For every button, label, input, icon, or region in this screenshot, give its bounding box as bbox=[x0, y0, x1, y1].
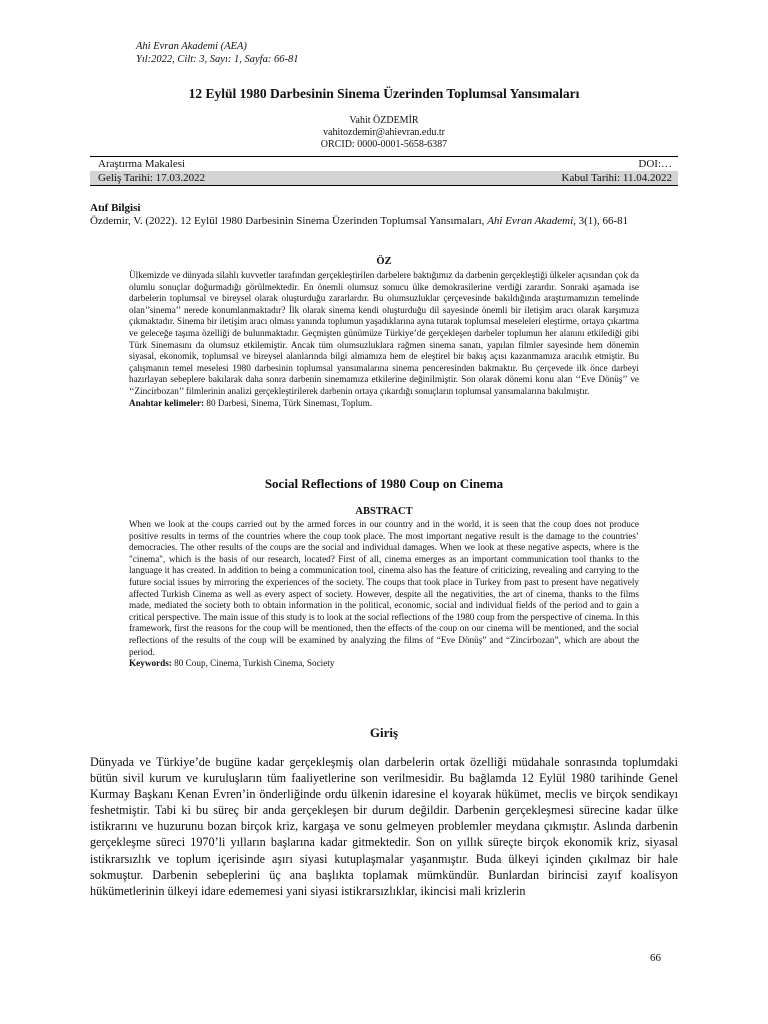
citation-main: Özdemir, V. (2022). 12 Eylül 1980 Darbesinin Sinema Üzerinden Toplumsal Yansımaları, bbox=[90, 215, 488, 227]
citation-journal: Ahi Evran Akademi, bbox=[487, 215, 576, 227]
accepted-date: Kabul Tarihi: 11.04.2022 bbox=[561, 172, 672, 184]
author-name: Vahit ÖZDEMİR bbox=[349, 115, 419, 126]
journal-header bbox=[136, 40, 298, 66]
intro-heading: Giriş bbox=[369, 725, 399, 740]
article-type-bar bbox=[90, 156, 678, 172]
citation-text bbox=[90, 215, 678, 228]
article-type: Araştırma Makalesi bbox=[98, 158, 186, 170]
intro-text: Dünyada ve Türkiye’de bugüne kadar gerçekleşmiş olan darbelerin ortak özelliği müdahale sonrasında toplumdaki bütün sivil kurum ve kuruluşların tüm faaliyetlerine son verilmesidir. Bu bağlamda 12 Eylül 1980 tarihinde Genel Kurmay Başkanı Kenan Evren’in önderliğinde ordu ülkenin idaresine el koyarak hükümet, meclis ve birçok sendikayı feshetmiştir. Tabi ki bu süreç bir anda gerçekleşen bir durum değildir. Darbenin gerçekleşmesi sürecine kadar ülke istikrarını ve huzurunu bozan birçok kriz, kargaşa ve sonu gelmeyen problemler meydana çıkmıştır. Aslında darbenin gerçekleşme süreci 1970’li yılların başlarına kadar gitmektedir. Son on yıllık süreçte birçok ekonomik kriz, siyasal istikrarsızlık ve toplum içerisinde aşırı siyasi kutuplaşmalar yaşanmıştır. Buda ülkeyi içinden çıkılmaz bir hale sokmuştur. Darbenin sebeplerini üç ana başlıkta toplamak mümkündür. Bunlardan birincisi zayıf koalisyon hükümetlerinin ülkeyi idare edememesi yani siyasi istikrarsızlıklar, ikincisi mali krizlerin bbox=[90, 755, 678, 898]
citation-tail: 3(1), 66-81 bbox=[575, 215, 629, 227]
oz-text: Ülkemizde ve dünyada silahlı kuvvetler tarafından gerçekleştirilen darbelere baktığımız da darbenin gerçekleştiği ülkeler açısından çok da olumlu sonuçlar doğurmadığı görülmektedir. En önemli olumsuz sonucu ülke demokrasilerine verdiği zarardır. Sonraki aşamada ise darbelerin toplumsal ve bireysel olarak oluşturduğu zararlardır. Bu olumsuzluklar çerçevesinde bakıldığında araştırmamızın temelinde olan’’sinema’’ nerede konumlanmaktadır? İlk olarak sinema kendi oluşturduğu dil sayesinde önemli bir iletişim aracı olarak karşımıza çıkmaktadır. Sinema bir iletişim aracı olması yanında toplumun yaşadıklarına ayna tutarak toplumsal meseleleri eleştirme, ortaya çıkartma ve geleceğe taşıma özelliği de bulunmaktadır. Geçmişten günümüze Türkiye’de gerçekleşen darbeler toplumun her alanını etkilediği gibi Türk Sinemasını da olumsuz etkilemiştir. Ancak tüm olumsuzluklara rağmen sinema sanatı, yapılan filmler sayesinde hem dönemin siyasal, ekonomik, toplumsal ve bireysel alanlarında bilgi almamıza hem de eleştirel bir bakış açısı kazanmamıza aracılık etmiştir. Bu çalışmanın temel meselesi 1980 darbesinin toplumsal yansımalarına sinema penceresinden bakmaktır. Bu çerçevede ilk önce darbeyi hazırlayan sebeplere bakılarak daha sonra darbenin sinemamıza etkilerine değinilmiştir. Son olarak dönemi konu alan ‘‘Eve Dönüş’’ ve ‘‘Zincirbozan’’ filmlerinin analizi gerçekleştirilerek darbenin ortaya çıkardığı sonuçların toplumsal yansımalarına bakılmıştır. bbox=[129, 270, 639, 396]
journal-issue: Yıl:2022, Cilt: 3, Sayı: 1, Sayfa: 66-81 bbox=[136, 54, 299, 65]
journal-name: Ahi Evran Akademi (AEA) bbox=[136, 41, 247, 52]
oz-heading: ÖZ bbox=[376, 256, 392, 267]
citation-heading: Atıf Bilgisi bbox=[90, 202, 141, 214]
oz-keywords-label: Anahtar kelimeler: bbox=[129, 397, 205, 408]
abstract-keywords: 80 Coup, Cinema, Turkish Cinema, Society bbox=[171, 658, 335, 669]
oz-abstract bbox=[129, 270, 639, 409]
author-orcid: ORCID: 0000-0001-5658-6387 bbox=[320, 139, 448, 150]
english-title: Social Reflections of 1980 Coup on Cinema bbox=[264, 476, 504, 491]
received-date: Geliş Tarihi: 17.03.2022 bbox=[98, 172, 206, 184]
abstract-keywords-label: Keywords: bbox=[129, 658, 172, 669]
page-number: 66 bbox=[650, 952, 661, 964]
oz-keywords: 80 Darbesi, Sinema, Türk Sineması, Toplum. bbox=[204, 397, 373, 408]
author-block bbox=[90, 115, 678, 151]
author-email[interactable]: vahitozdemir@ahievran.edu.tr bbox=[323, 127, 445, 138]
dates-bar bbox=[90, 171, 678, 186]
doi-label[interactable]: DOI:… bbox=[638, 158, 672, 170]
article-title: 12 Eylül 1980 Darbesinin Sinema Üzerinden Toplumsal Yansımaları bbox=[188, 86, 580, 101]
abstract-text: When we look at the coups carried out by the armed forces in our country and in the world, it is seen that the coup does not produce positive results in terms of the countries where the coup took place. The most important negative result is the damage to the countries’ democracies. The other results of the coups are the social and individual damages. When we look at these negative aspects, where is the "cinema", which is the basis of our research, located? First of all, cinema emerges as an important communication tool thanks to the language it has created. In addition to being a communication tool, cinema also has the feature of criticizing, revealing and carrying to the future social issues by mirroring the experiences of the society. The coups that took place in Turkey from past to present have negatively affected Turkish Cinema as well as every aspect of society. However, despite all the negativities, the art of cinema, thanks to the films made, mediated the society both to obtain information in the political, economic, social and individual fields of the period and to gain a critical perspective. The main issue of this study is to look at the social reflections of the 1980 coup from the perspective of cinema. In this framework, first the reasons for the coup will be mentioned, then the effects of the coup on our cinema will be mentioned, and the social reflections of the results of the coup will be examined by analyzing the films of “Eve Dönüş” and “Zincirbozan”, which are about the period. bbox=[129, 519, 639, 657]
english-abstract bbox=[129, 519, 639, 670]
abstract-heading: ABSTRACT bbox=[355, 506, 413, 517]
